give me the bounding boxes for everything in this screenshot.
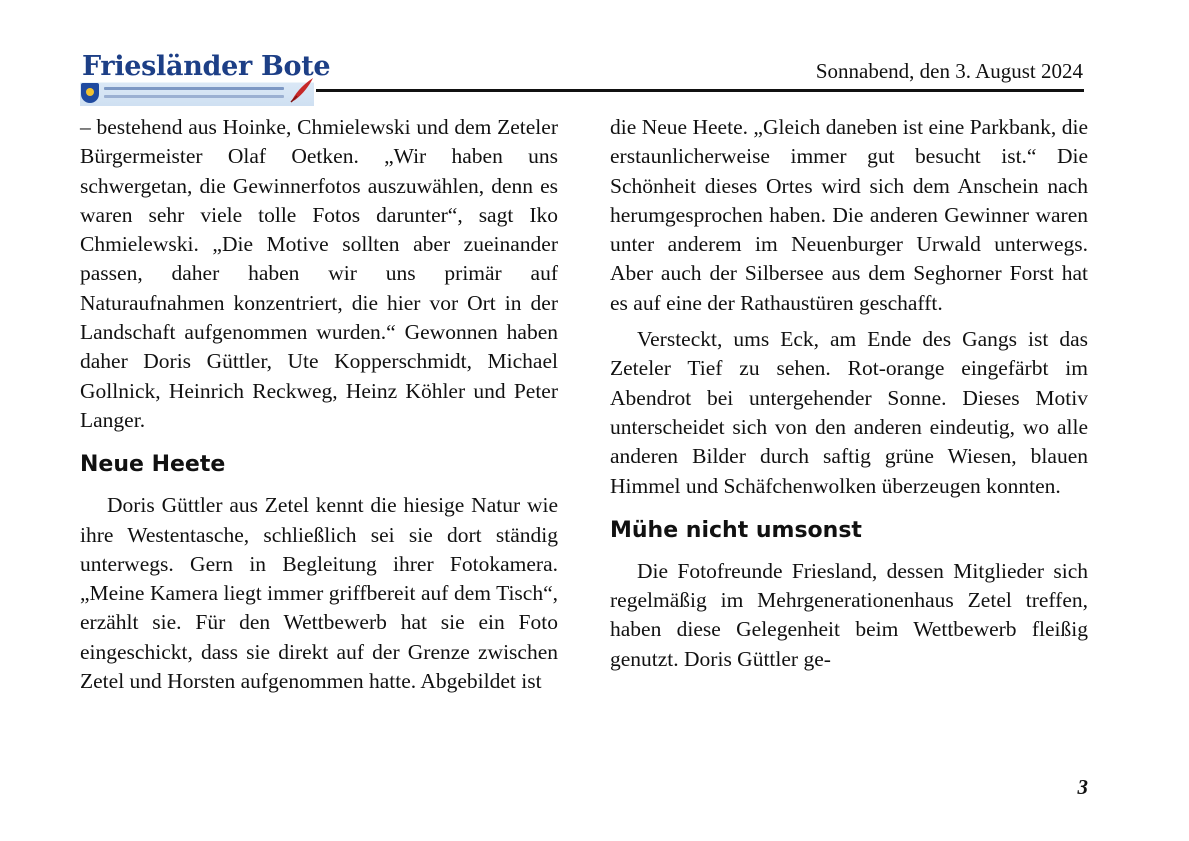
left-column [80,113,558,703]
header-rule [316,89,1084,92]
newspaper-name: Friesländer Bote [82,51,331,82]
paragraph: Versteckt, ums Eck, am Ende des Gangs ist das Zeteler Tief zu sehen. Rot-orange eingefärbt im Abendrot bei untergehender Sonne. Dieses Motiv unterscheidet sich von den anderen eindeutig, wo alle anderen Bilder durch saftig grüne Wiesen, blauen Himmel und Schäfchenwolken überzeugen konnten. [610,327,1088,498]
page-number: 3 [1077,775,1088,799]
section-heading: Neue Heete [80,452,226,478]
paragraph: – bestehend aus Hoinke, Chmielewski und dem Zeteler Bürgermeister Olaf Oetken. „Wir haben uns schwergetan, die Gewinnerfotos auszuwählen, denn es waren sehr viele tolle Fotos darunter“, sagt Iko Chmielewski. „Die Motive sollten aber zueinander passen, daher haben wir uns primär auf Naturaufnahmen konzentriert, die hier vor Ort in der Landschaft aufgenommen wurden.“ Gewonnen haben daher Doris Güttler, Ute Kopperschmidt, Michael Gollnick, Heinrich Reckweg, Heinz Köhler und Peter Langer. [80,115,558,432]
logo-info-stripe [104,95,284,98]
right-column [610,113,1088,681]
logo-tagline-stripe [104,87,284,90]
newspaper-logo [80,50,331,106]
paragraph: Doris Güttler aus Zetel kennt die hiesige Natur wie ihre Westentasche, schließlich sei sie dort ständig unterwegs. Gern in Begleitung ihrer Fotokamera. „Meine Kamera liegt immer griffbereit auf dem Tisch“, erzählt sie. Für den Wettbewerb hat sie ein Foto eingeschickt, dass sie direkt auf der Grenze zwischen Zetel und Horsten aufgenommen hatte. Abgebildet ist [80,493,558,694]
paragraph: Die Fotofreunde Friesland, dessen Mitglieder sich regelmäßig im Mehrgenerationenhaus Zetel treffen, haben diese Gelegenheit beim Wettbewerb fleißig genutzt. Doris Güttler ge- [610,558,1088,671]
quill-pen-icon [289,76,315,104]
issue-date: Sonnabend, den 3. August 2024 [815,59,1083,83]
section-heading: Mühe nicht umsonst [610,517,862,543]
coat-of-arms-icon [81,83,99,103]
paragraph: die Neue Heete. „Gleich daneben ist eine Parkbank, die erstaunlicherweise immer gut besucht ist.“ Die Schönheit dieses Ortes wird sich dem Anschein nach herumgesprochen haben. Die anderen Gewinner waren unter anderem im Neuenburger Urwald unterwegs. Aber auch der Silbersee aus dem Seghorner Forst hat es auf eine der Rathaustüren geschafft. [610,115,1088,315]
